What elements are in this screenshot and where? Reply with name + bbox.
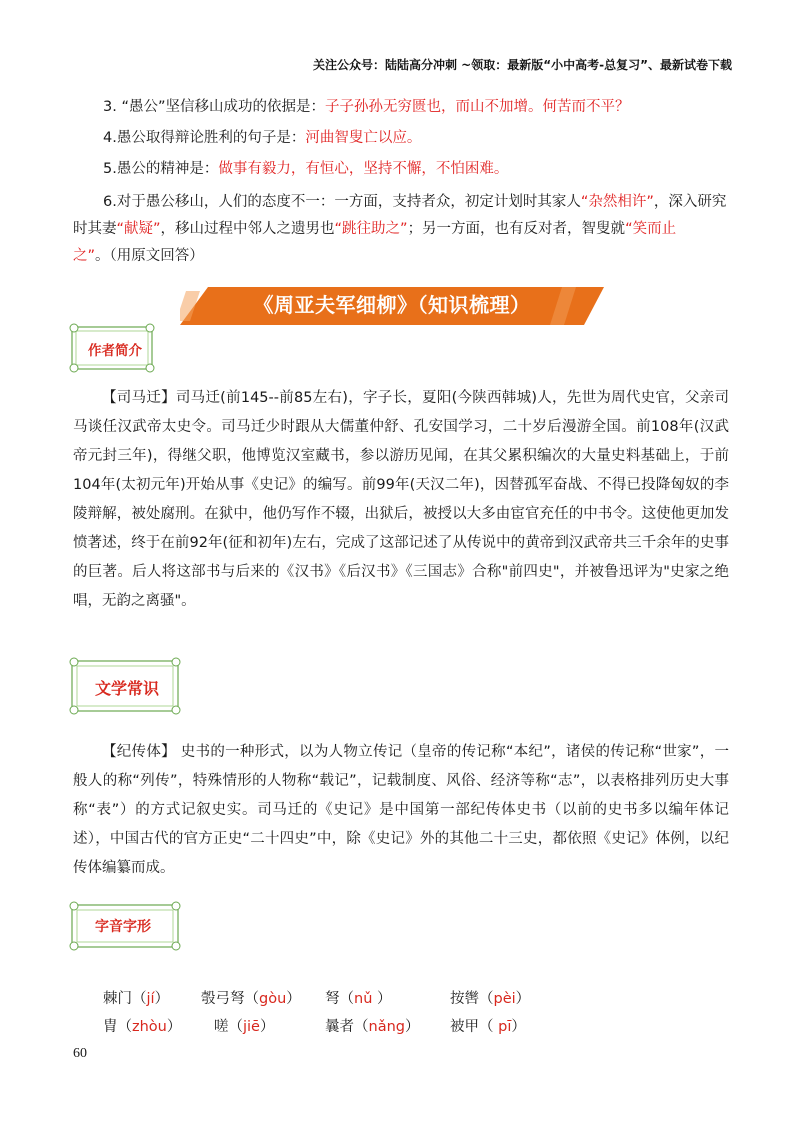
question-3-answer: 子子孙孙无穷匮也，而山不加增。何苦而不平？ xyxy=(324,99,630,115)
question-6-answer-4b: 之” xyxy=(73,248,96,264)
question-6-text-b: ，深入研究 xyxy=(653,194,727,210)
page-header: 关注公众号：陆陆高分冲刺 ~领取：最新版“小中高考-总复习”、最新试卷下载 xyxy=(313,58,732,72)
pron-item: 曩者（nǎng） xyxy=(325,1019,420,1035)
pron-pinyin: pèi xyxy=(493,991,516,1007)
pron-pinyin: zhòu xyxy=(132,1019,167,1035)
pron-word: 按辔 xyxy=(450,991,479,1007)
question-6-answer-4a: “笑而止 xyxy=(625,221,677,237)
banner-title: 《周亚夫军细柳》（知识梳理） xyxy=(253,293,531,317)
literature-tag xyxy=(68,656,184,716)
pron-pinyin: nǔ xyxy=(354,991,377,1007)
pron-word: 弩 xyxy=(325,991,340,1007)
literature-paragraph: 【纪传体】 史书的一种形式，以为人物立传记（皇帝的传记称“本纪”，诸侯的传记称“世家”，一般人的称“列传”，特殊情形的人物称“载记”，记载制度、风俗、经济等称“志”，以表格排列历史大事称“表”）的方式记叙史实。司马迁的《史记》是中国第一部纪传体史书（以前的史书多以编年体记述），中国古代的官方正史“二十四史”中，除《史记》外的其他二十三史，都依照《史记》体例，以纪传体编纂而成。 xyxy=(73,744,729,876)
pron-item: 棘门（jí） xyxy=(103,991,170,1007)
pron-pinyin: pī xyxy=(493,1019,512,1035)
page-number: 60 xyxy=(73,1046,87,1061)
author-intro-tag xyxy=(68,322,158,374)
question-3-prefix: 3. “愚公”坚信移山成功的依据是： xyxy=(103,99,325,115)
question-6-answer-2: “献疑” xyxy=(116,221,161,237)
question-5 xyxy=(103,158,508,180)
question-5-answer: 做事有毅力，有恒心，坚持不懈，不怕困难。 xyxy=(218,161,509,177)
pron-pinyin: nǎng xyxy=(368,1019,405,1035)
question-5-prefix: 5.愚公的精神是： xyxy=(103,161,219,177)
pron-word: 被甲 xyxy=(450,1019,479,1035)
question-6-text-e: ；另一方面，也有反对者，智叟就 xyxy=(407,221,626,237)
question-4-prefix: 4.愚公取得辩论胜利的句子是： xyxy=(103,130,306,146)
pron-word: 棘门 xyxy=(103,991,132,1007)
question-6-text-a: 6.对于愚公移山，人们的态度不一：一方面，支持者众，初定计划时其家人 xyxy=(103,194,581,210)
pron-item: 弩（nǔ ） xyxy=(325,991,392,1007)
question-6-text-d: ，移山过程中邻人之遗男也 xyxy=(160,221,335,237)
pron-word: 彀弓弩 xyxy=(201,991,245,1007)
pron-pinyin: gòu xyxy=(259,991,287,1007)
pron-word: 胄 xyxy=(103,1019,118,1035)
pron-pinyin: jiē xyxy=(243,1019,260,1035)
section-banner xyxy=(180,287,604,325)
pronunciation-label: 字音字形 xyxy=(95,919,151,935)
question-6-answer-1: “杂然相许” xyxy=(580,194,654,210)
pron-item: 嗟（jiē） xyxy=(214,1019,275,1035)
question-6-answer-3: “跳往助之” xyxy=(334,221,408,237)
pron-word: 曩者 xyxy=(325,1019,354,1035)
author-paragraph: 【司马迁】司马迁(前145--前85左右)，字子长，夏阳(今陕西韩城)人，先世为周代史官，父亲司马谈任汉武帝太史令。司马迁少时跟从大儒董仲舒、孔安国学习，二十岁后漫游全国。前108年(汉武帝元封三年)，得继父职，他博览汉室藏书，参以游历见闻，在其父累积编次的大量史料基础上，于前104年(太初元年)开始从事《史记》的编写。前99年(天汉二年)，因替孤军奋战、不得已投降匈奴的李陵辩解，被处腐刑。在狱中，他仍写作不辍，出狱后，被授以大多由宦官充任的中书令。这使他更加发愤著述，终于在前92年(征和初年)左右，完成了这部记述了从传说中的黄帝到汉武帝共三千余年的史事的巨著。后人将这部书与后来的《汉书》《后汉书》《三国志》合称"前四史"，并被鲁迅评为"史家之绝唱，无韵之离骚"。 xyxy=(73,390,729,609)
question-4 xyxy=(103,127,421,149)
pron-pinyin: jí xyxy=(146,991,155,1007)
question-6-text-f: 。（用原文回答） xyxy=(95,248,204,264)
question-6 xyxy=(73,189,728,270)
literature-label: 文学常识 xyxy=(95,679,160,698)
author-intro-label: 作者简介 xyxy=(88,343,142,359)
pronunciation-tag xyxy=(68,900,184,952)
question-6-line-3 xyxy=(73,243,728,270)
question-6-line-2 xyxy=(73,216,728,243)
pron-item: 被甲（ pī） xyxy=(450,1019,526,1035)
pron-item: 按辔（pèi） xyxy=(450,991,531,1007)
question-3 xyxy=(103,96,629,118)
question-6-text-c: 时其妻 xyxy=(73,221,117,237)
pron-word: 嗟 xyxy=(214,1019,229,1035)
question-4-answer: 河曲智叟亡以应。 xyxy=(305,130,422,146)
pron-item: 胄（zhòu） xyxy=(103,1019,182,1035)
pron-item: 彀弓弩（gòu） xyxy=(201,991,301,1007)
